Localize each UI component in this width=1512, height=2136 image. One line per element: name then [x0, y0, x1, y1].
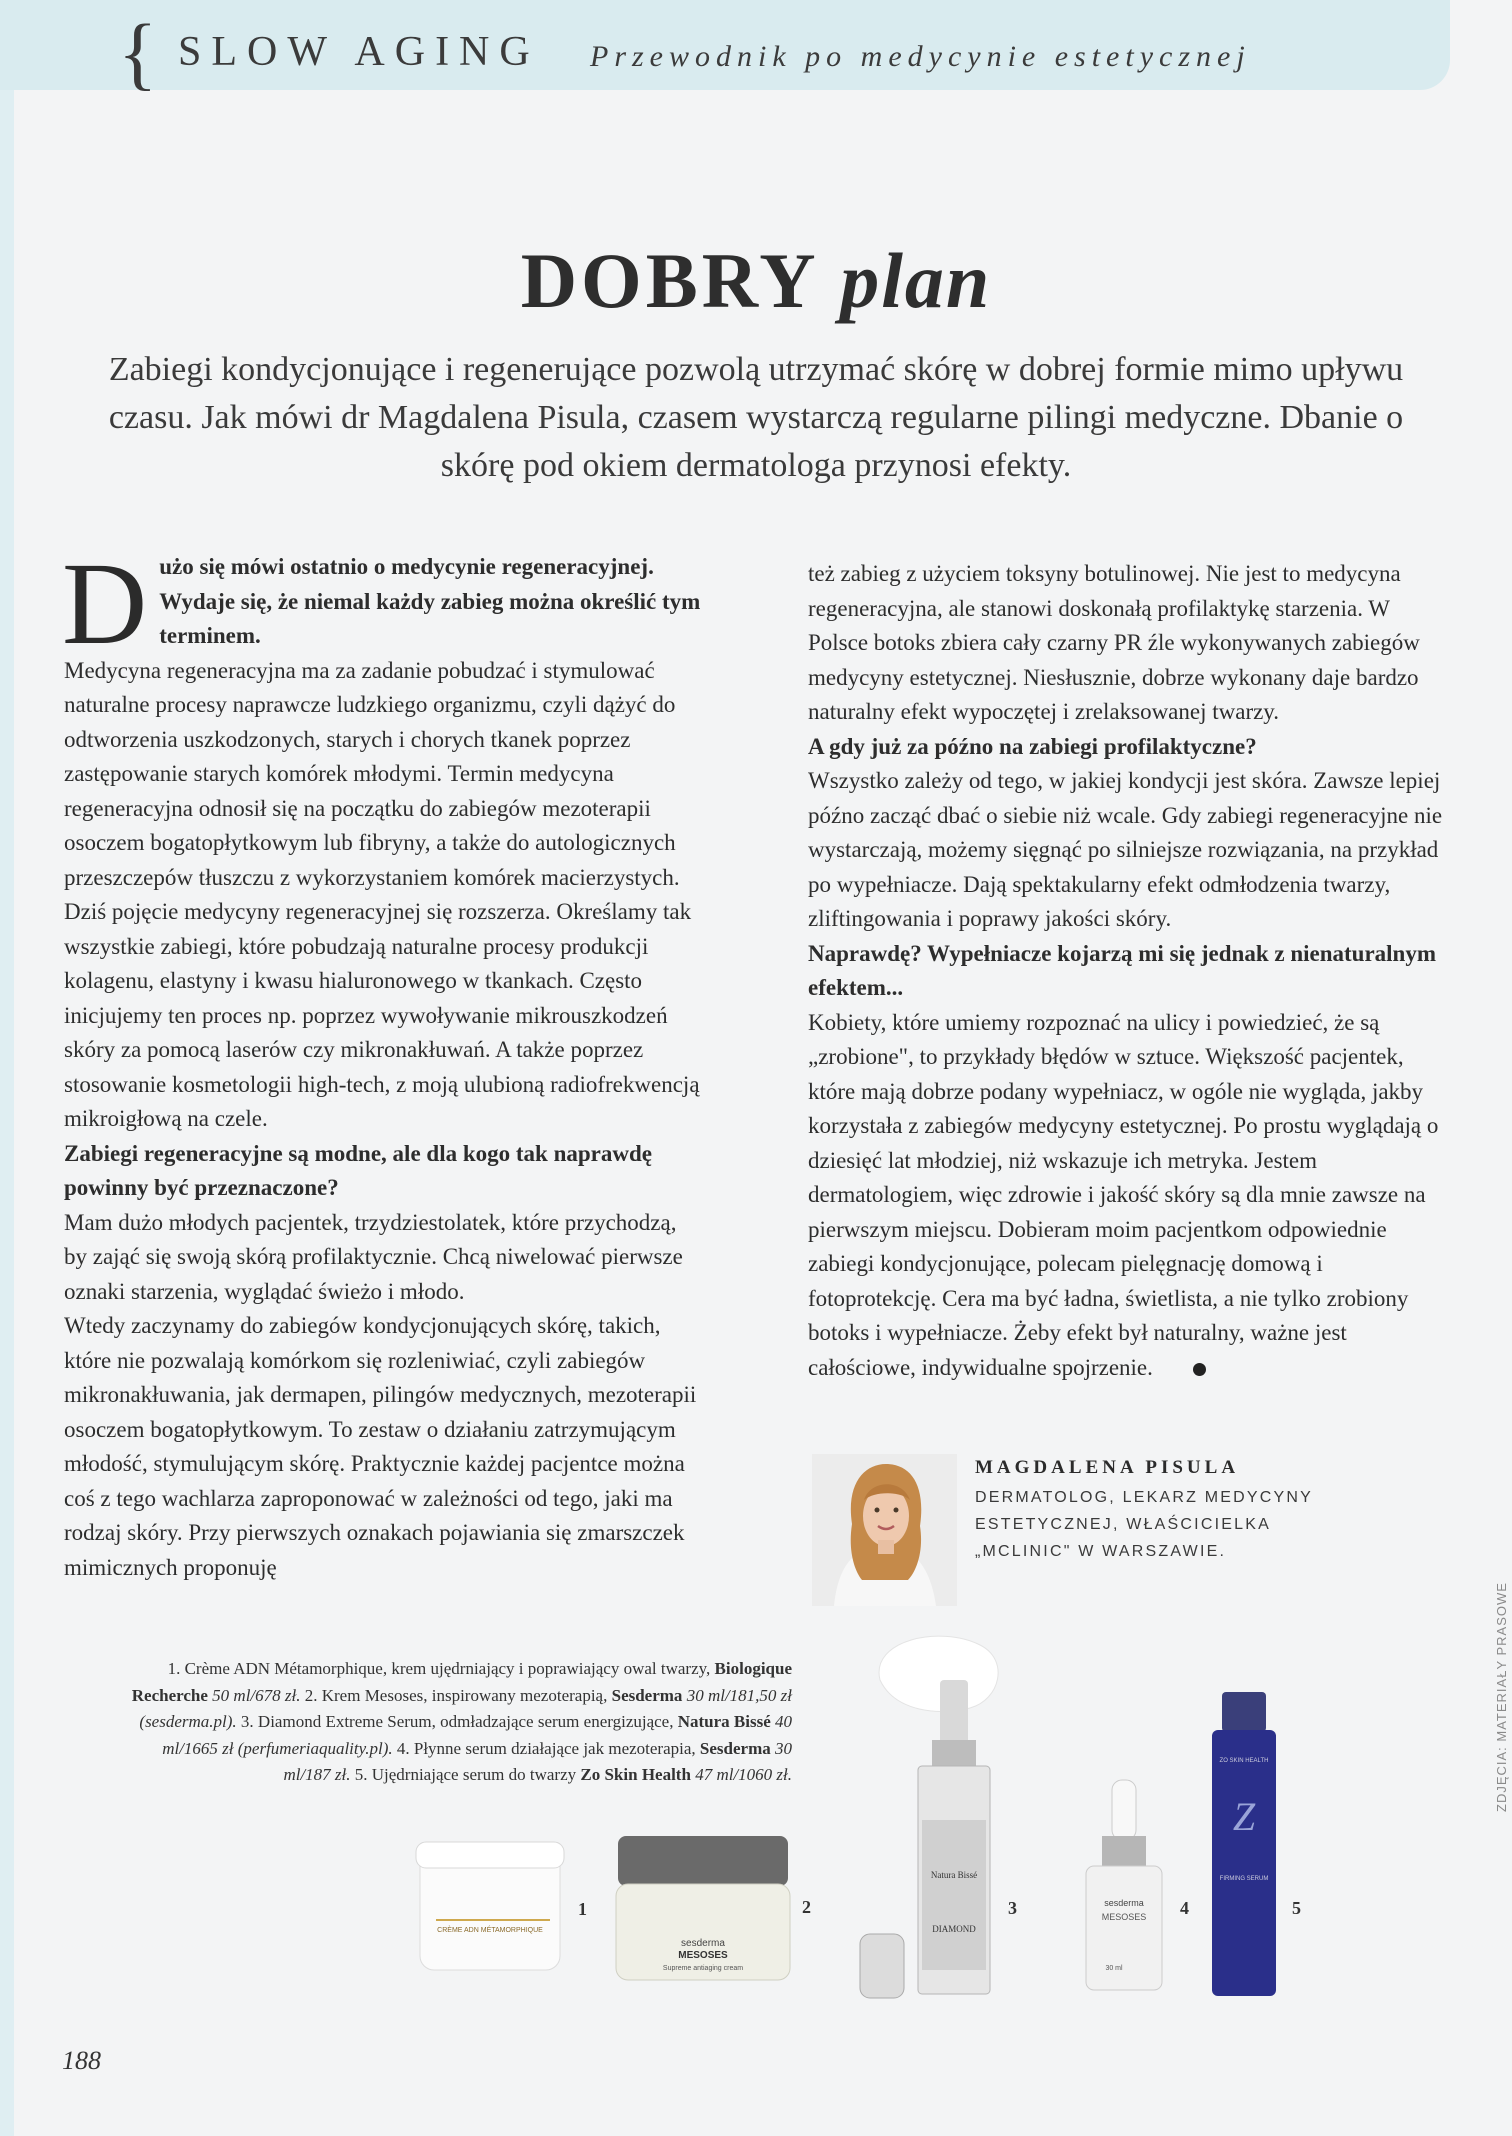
caption-2: 2. Krem Mesoses, inspirowany mezoterapią, — [300, 1685, 612, 1705]
product-number-2: 2 — [802, 1897, 811, 1917]
bottle-5-name: FIRMING SERUM — [1219, 1876, 1269, 1882]
section-tagline: Przewodnik po medycynie estetycznej — [590, 40, 1251, 73]
caption-5-brand: Zo Skin Health — [580, 1765, 691, 1784]
product-bottle-4 — [1086, 1780, 1162, 1990]
photo-credit: ZDJĘCIA: MATERIAŁY PRASOWE — [1494, 1582, 1509, 1812]
article-title — [0, 236, 1512, 326]
caption-5-price: 47 ml/1060 zł. — [690, 1765, 792, 1784]
title-italic: plan — [840, 237, 992, 324]
question-1 — [62, 538, 704, 669]
caption-4-price: 30 ml/187 zł. — [283, 1738, 792, 1784]
product-jar-2 — [616, 1836, 790, 1980]
bottle-4-name: MESOSES — [1101, 1912, 1147, 1922]
title-main: DOBRY — [520, 237, 817, 324]
answer-2b: Wtedy zaczynamy do zabiegów kondycjonujących skórę, takich, które nie pozwalają komórkom się rozleniwiać, czyli zabiegów mikronakłuwania, jak dermapen, pilingów medycznych, mezoterapii osoczem bogatopłytkowym. To zestaw o działaniu zatrzymującym młodość, stymulującym skórę. Praktycznie każdej pacjentce można coś z tego wachlarza zaproponować w zależności od tego, jaki ma rodzaj skóry. Przy pierwszych oznakach pojawiania się zmarszczek mimicznych proponuję — [64, 1313, 697, 1580]
product-jar-1 — [416, 1842, 564, 1970]
author-bio: DERMATOLOG, LEKARZ MEDYCYNY ESTETYCZNEJ, WŁAŚCICIELKA „MCLINIC" W WARSZAWIE. — [975, 1489, 1313, 1560]
bottle-3-name: DIAMOND — [932, 1924, 976, 1934]
jar-2-sub: Supreme antiaging cream — [662, 1965, 744, 1972]
jar-1-label: CRÈME ADN MÉTAMORPHIQUE — [437, 1927, 543, 1934]
author-box — [975, 1452, 1355, 1565]
drop-cap: D — [62, 538, 148, 669]
caption-1-price: 50 ml/678 zł. — [207, 1685, 301, 1705]
caption-1-brand: Biologique Recherche — [131, 1659, 792, 1705]
author-portrait — [812, 1454, 957, 1606]
article-lead: Zabiegi kondycjonujące i regenerujące pozwolą utrzymać skórę w dobrej formie mimo upływu czasu. Jak mówi dr Magdalena Pisula, czasem wystarczą regularne pilingi medyczne. Dbanie o skórę pod okiem dermatologa przynosi efekty. — [108, 351, 1404, 484]
column-left — [62, 538, 704, 1585]
product-photo — [400, 1630, 1320, 2010]
answer-2c: też zabieg z użyciem toksyny botulinowej. Nie jest to medycyna regeneracyjna, ale stanowi doskonałą profilaktykę starzenia. W Polsce botoks zbiera cały czarny PR źle wykonywanych zabiegów medycyny estetycznej. Niesłusznie, dobrze wykonany daje bardzo naturalny efekt wypoczętej i zrelaksowanej twarzy. — [808, 561, 1420, 724]
answer-3: Wszystko zależy od tego, w jakiej kondycji jest skóra. Zawsze lepiej późno zacząć dbać o siebie niż wcale. Gdy zabiegi regeneracyjne nie wystarczają, możemy sięgnąć po silniejsze rozwiązania, na przykład po wypełniacze. Dają spektakularny efekt odmłodzenia twarzy, zliftingowania i poprawy jakości skóry. — [808, 768, 1443, 931]
caption-5: 5. Ujędrniające serum do twarzy — [350, 1765, 581, 1784]
bottle-4-volume: 30 ml — [1105, 1965, 1123, 1972]
answer-4 — [808, 1006, 1448, 1386]
caption-1: 1. Crème ADN Métamorphique, krem ujędrniający i poprawiający owal twarzy, — [167, 1659, 715, 1678]
bottle-4-brand: sesderma — [1104, 1898, 1144, 1908]
end-mark — [1193, 1363, 1206, 1376]
caption-4-brand: Sesderma — [699, 1738, 771, 1758]
caption-2-brand: Sesderma — [611, 1685, 683, 1705]
page-number: 188 — [62, 2046, 101, 2075]
header-brace: { — [118, 7, 158, 98]
jar-2-name: MESOSES — [678, 1950, 728, 1961]
bottle-5-logo: Z — [1232, 1794, 1256, 1839]
jar-2-brand: sesderma — [681, 1938, 725, 1949]
product-number-5: 5 — [1292, 1898, 1301, 1918]
question-1-text: użo się mówi ostatnio o medycynie regeneracyjnej. Wydaje się, że niemal każdy zabieg można określić tym terminem. — [159, 554, 701, 648]
answer-1: Medycyna regeneracyjna ma za zadanie pobudzać i stymulować naturalne procesy naprawcze ludzkiego organizmu, czyli dążyć do odtworzenia uszkodzonych, starych i chorych tkanek poprzez zastępowanie starych komórek młodymi. Termin medycyna regeneracyjna odnosił się na początku do zabiegów mezoterapii osoczem bogatopłytkowym lub fibryny, a także do autologicznych przeszczepów tłuszczu z wykorzystaniem komórek macierzystych. Dziś pojęcie medycyny regeneracyjnej się rozszerza. Określamy tak wszystkie zabiegi, które pobudzają naturalne procesy produkcji kolagenu, elastyny i kwasu hialuronowego w tkankach. Często inicjujemy ten proces np. poprzez wywoływanie mikrouszkodzeń skóry za pomocą laserów czy mikronakłuwań. A także poprzez stosowanie kosmetologii high-tech, z moją ulubioną radiofrekwencją mikroigłową na czele. — [64, 657, 700, 1131]
bottle-3-brand: Natura Bissé — [930, 1870, 978, 1880]
answer-2a: Mam dużo młodych pacjentek, trzydziestolatek, które przychodzą, by zająć się swoją skórą profilaktycznie. Chcą niwelować pierwsze oznaki starzenia, wyglądać świeżo i młodo. — [64, 1209, 683, 1304]
answer-4-text: Kobiety, które umiemy rozpoznać na ulicy i powiedzieć, że są „zrobione", to przykłady błędów w sztuce. Większość pacjentek, które mają dobrze podany wypełniacz, w ogóle nie wygląda, jakby korzystała z zabiegów medycyny estetycznej. Po prostu wyglądają o dziesięć lat młodziej, niż wskazuje ich metryka. Jestem dermatologiem, więc zdrowie i jakość skóry są dla mnie zawsze na pierwszym miejscu. Dobieram moim pacjentkom odpowiednie zabiegi kondycjonujące, polecam pielęgnację domową i fotoprotekcję. Cera ma być ładna, świetlista, a nie tylko zrobiony botoks i wypełniacze. Żeby efekt był naturalny, ważne jest całościowe, indywidualne spojrzenie. — [808, 1009, 1439, 1380]
caption-4: 4. Płynne serum działające jak mezoterapia, — [392, 1738, 700, 1758]
section-title: SLOW AGING — [178, 29, 540, 75]
product-number-4: 4 — [1180, 1898, 1189, 1918]
question-2: Zabiegi regeneracyjne są modne, ale dla kogo tak naprawdę powinny być przeznaczone? — [64, 1140, 652, 1200]
product-bottle-3 — [860, 1680, 990, 1998]
product-bottle-5 — [1212, 1692, 1276, 1996]
portrait-image — [812, 1454, 957, 1606]
product-number-1: 1 — [578, 1899, 587, 1919]
caption-3-brand: Natura Bissé — [677, 1712, 771, 1731]
question-3: A gdy już za późno na zabiegi profilaktyczne? — [808, 733, 1257, 759]
column-right — [808, 557, 1448, 1385]
caption-2-price: 30 ml/181,50 zł (sesderma.pl). — [139, 1685, 792, 1731]
caption-3-price: 40 ml/1665 zł (perfumeriaquality.pl). — [162, 1712, 792, 1758]
product-number-3: 3 — [1008, 1898, 1017, 1918]
author-name: MAGDALENA PISULA — [975, 1457, 1240, 1478]
caption-3: 3. Diamond Extreme Serum, odmładzające serum energizujące, — [236, 1712, 678, 1731]
question-4: Naprawdę? Wypełniacze kojarzą mi się jednak z nienaturalnym efektem... — [808, 940, 1436, 1000]
bottle-5-brand: ZO SKIN HEALTH — [1219, 1758, 1269, 1764]
cream-swatch — [879, 1636, 998, 1711]
